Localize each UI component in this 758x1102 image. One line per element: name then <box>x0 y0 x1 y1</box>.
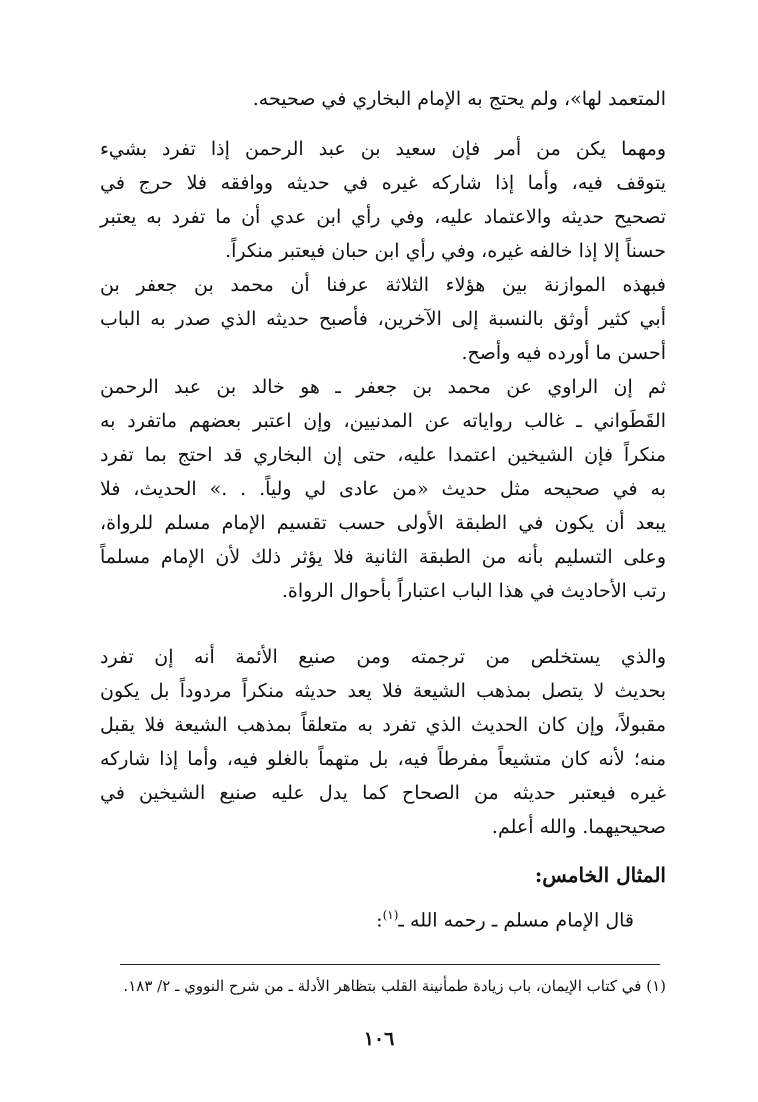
text-line: المتعمد لها»، ولم يحتج به الإمام البخاري في صحيحه. <box>252 88 666 110</box>
text-line: والذي يستخلص من ترجمته ومن صنيع الأئمة أنه إن تفرد <box>100 646 666 668</box>
text-line: غيره فيعتبر حديثه من الصحاح كما يدل عليه صنيع الشيخين في <box>100 782 666 804</box>
text-line: مقبولاً، وإن كان الحديث الذي تفرد به متعلقاً بمذهب الشيعة فلا يقبل <box>100 714 666 736</box>
text-line: يبعد أن يكون في الطبقة الأولى حسب تقسيم الإمام مسلم للرواة، <box>100 512 666 534</box>
text-line: به في صحيحه مثل حديث «من عادى لي ولياً. . .» الحديث، فلا <box>100 478 666 500</box>
paragraph <box>100 82 666 116</box>
text-line: بحديث لا يتصل بمذهب الشيعة فلا يعد حديثه منكراً مردوداً بل يكون <box>100 680 666 702</box>
text-line: ومهما يكن من أمر فإن سعيد بن عبد الرحمن إذا تفرد بشيء <box>100 138 666 160</box>
text-line: منكراً فإن الشيخين اعتمدا عليه، حتى إن البخاري قد احتج بما تفرد <box>100 444 666 466</box>
footnote-divider <box>120 964 660 965</box>
text-line: أبي كثير أوثق بالنسبة إلى الآخرين، فأصبح حديثه الذي صدر به الباب <box>100 308 666 330</box>
text-line: حسناً إلا إذا خالفه غيره، وفي رأي ابن حبان فيعتبر منكراً. <box>225 240 666 262</box>
text-line: فبهذه الموازنة بين هؤلاء الثلاثة عرفنا أن محمد بن جعفر بن <box>100 274 666 296</box>
text-line: منه؛ لأنه كان متشيعاً مفرطاً فيه، بل متهماً بالغلو فيه، وأما إذا شاركه <box>100 748 666 770</box>
paragraph <box>100 268 666 370</box>
quote-text: قال الإمام مسلم ـ رحمه الله ـ <box>398 909 634 932</box>
paragraph <box>100 132 666 268</box>
section-heading: المثال الخامس: <box>534 863 666 887</box>
paragraph <box>100 640 666 844</box>
text-line: أحسن ما أورده فيه وأصح. <box>461 342 666 364</box>
text-line: صحيحيهما. والله أعلم. <box>491 816 666 838</box>
quote-intro <box>100 898 634 937</box>
footnote-marker: (١) <box>382 908 399 922</box>
paragraph <box>100 370 666 608</box>
footnote: (١) في كتاب الإيمان، باب زيادة طمأنينة القلب بتظاهر الأدلة ـ من شرح النووي ـ ٢/ ١٨٣. <box>123 977 666 995</box>
text-line: القَطَواني ـ غالب رواياته عن المدنيين، وإن اعتبر بعضهم ماتفرد به <box>100 410 666 432</box>
text-line: رتب الأحاديث في هذا الباب اعتباراً بأحوال الرواة. <box>281 580 666 602</box>
text-line: يتوقف فيه، وأما إذا شاركه غيره في حديثه ووافقه فلا حرج في <box>100 172 666 194</box>
text-line: وعلى التسليم بأنه من الطبقة الثانية فلا يؤثر ذلك لأن الإمام مسلماً <box>100 546 666 568</box>
text-line: ثم إن الراوي عن محمد بن جعفر ـ هو خالد بن عبد الرحمن <box>100 376 666 398</box>
quote-colon: : <box>376 909 383 932</box>
page-number: ١٠٦ <box>363 1028 395 1050</box>
text-line: تصحيح حديثه والاعتماد عليه، وفي رأي ابن عدي أن ما تفرد به يعتبر <box>100 206 666 228</box>
